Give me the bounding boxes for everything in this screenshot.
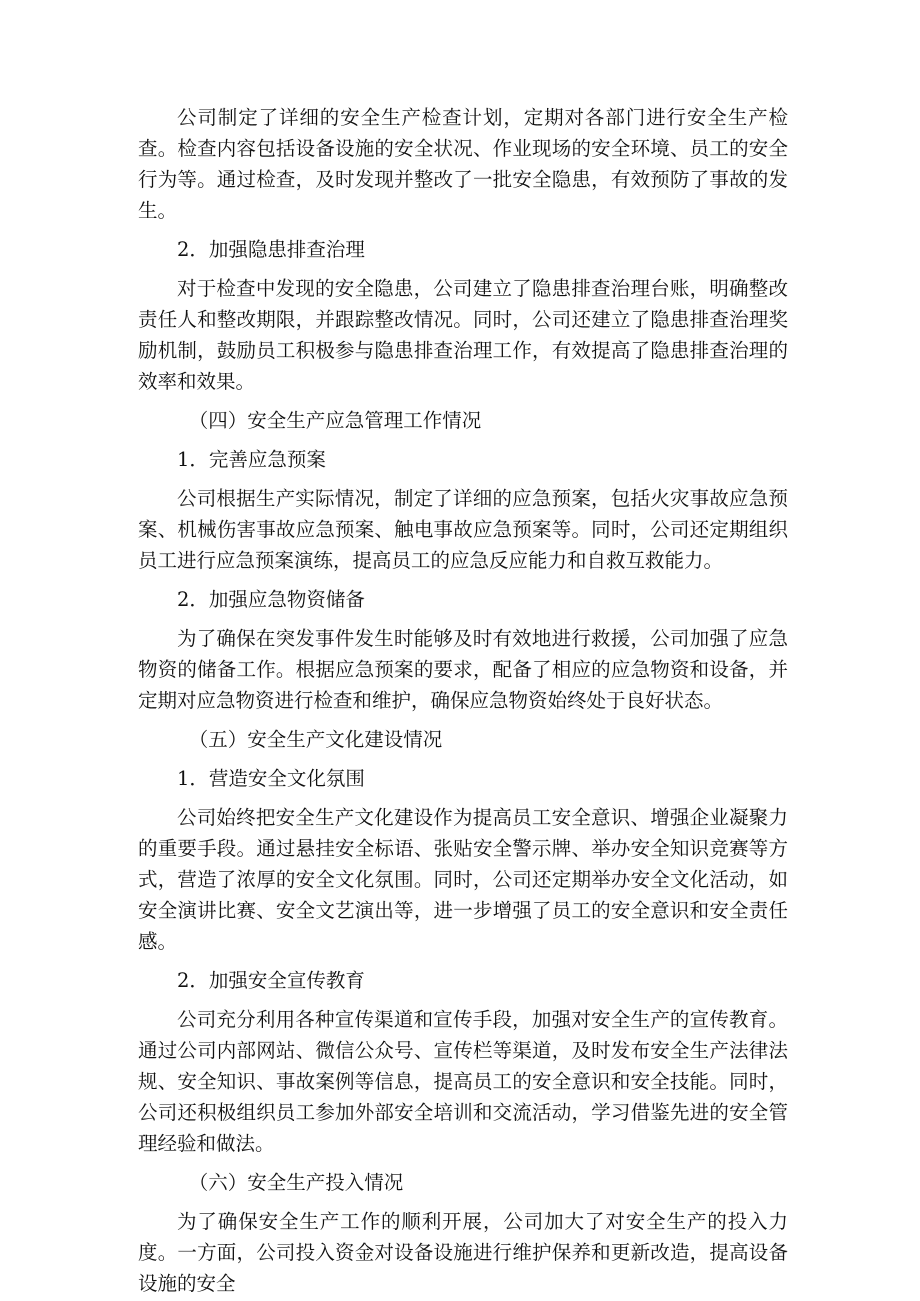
subheading: 2．加强应急物资储备 (177, 588, 365, 611)
section-heading: （五）安全生产文化建设情况 (188, 728, 443, 751)
paragraph: 为了确保安全生产工作的顺利开展，公司加大了对安全生产的投入力度。一方面，公司投入资金对设备设施进行维护保养和更新改造，提高设备设施的安全 (138, 1210, 788, 1295)
section-heading: （六）安全生产投入情况 (188, 1171, 404, 1194)
paragraph: 对于检查中发现的安全隐患，公司建立了隐患排查治理台账，明确整改责任人和整改期限，并跟踪整改情况。同时，公司还建立了隐患排查治理奖励机制，鼓励员工积极参与隐患排查治理工作，有效提高了隐患排查治理的效率和效果。 (138, 277, 788, 393)
subheading: 1．营造安全文化氛围 (177, 767, 365, 790)
section-heading: （四）安全生产应急管理工作情况 (188, 409, 482, 432)
subheading: 1．完善应急预案 (177, 448, 326, 471)
paragraph: 公司根据生产实际情况，制定了详细的应急预案，包括火灾事故应急预案、机械伤害事故应急预案、触电事故应急预案等。同时，公司还定期组织员工进行应急预案演练，提高员工的应急反应能力和自救互救能力。 (138, 487, 788, 572)
subheading: 2．加强安全宣传教育 (177, 969, 365, 992)
paragraph: 公司制定了详细的安全生产检查计划，定期对各部门进行安全生产检查。检查内容包括设备设施的安全状况、作业现场的安全环境、员工的安全行为等。通过检查，及时发现并整改了一批安全隐患，有效预防了事故的发生。 (138, 106, 788, 222)
subheading: 2．加强隐患排查治理 (177, 238, 365, 261)
paragraph: 公司充分利用各种宣传渠道和宣传手段，加强对安全生产的宣传教育。通过公司内部网站、微信公众号、宣传栏等渠道，及时发布安全生产法律法规、安全知识、事故案例等信息，提高员工的安全意识和安全技能。同时，公司还积极组织员工参加外部安全培训和交流活动，学习借鉴先进的安全管理经验和做法。 (138, 1008, 788, 1155)
paragraph: 公司始终把安全生产文化建设作为提高员工安全意识、增强企业凝聚力的重要手段。通过悬挂安全标语、张贴安全警示牌、举办安全知识竞赛等方式，营造了浓厚的安全文化氛围。同时，公司还定期举办安全文化活动，如安全演讲比赛、安全文艺演出等，进一步增强了员工的安全意识和安全责任感。 (138, 806, 788, 953)
paragraph: 为了确保在突发事件发生时能够及时有效地进行救援，公司加强了应急物资的储备工作。根据应急预案的要求，配备了相应的应急物资和设备，并定期对应急物资进行检查和维护，确保应急物资始终处于良好状态。 (138, 627, 788, 712)
